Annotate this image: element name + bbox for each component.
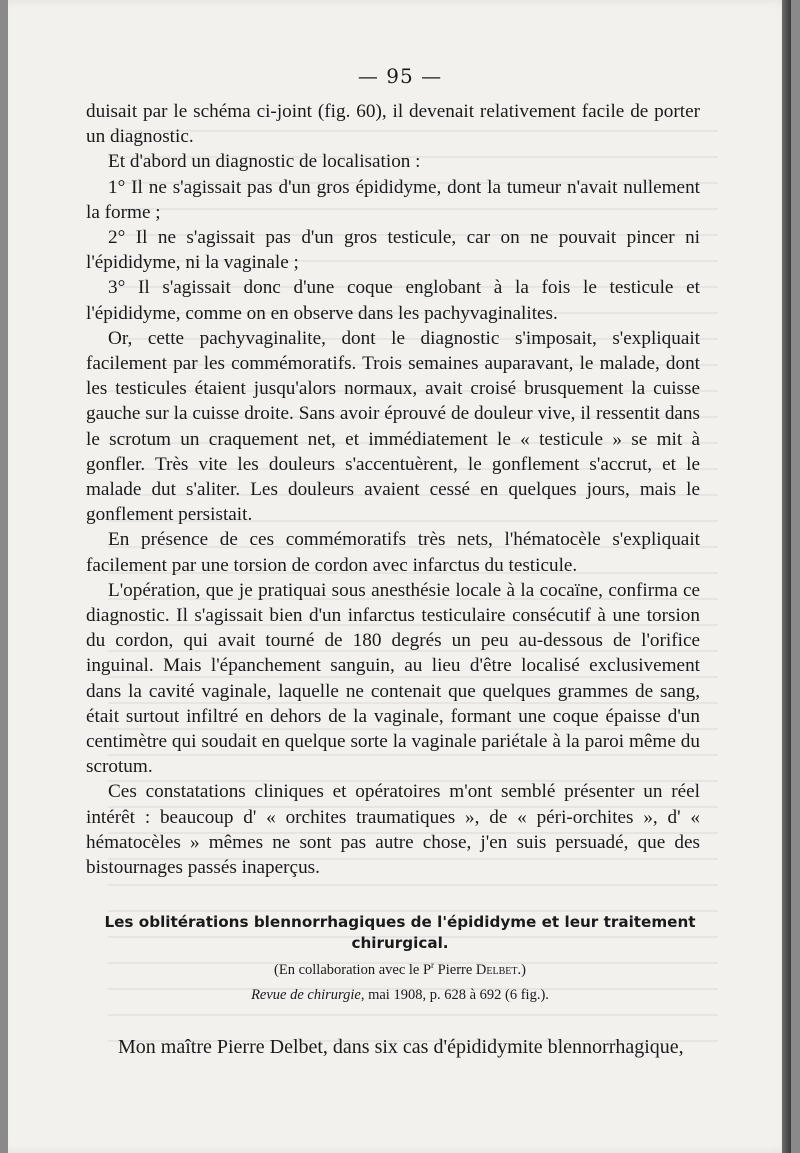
paragraph: duisait par le schéma ci-joint (fig. 60), il devenait relativement facile de porter un diagnostic. bbox=[86, 101, 700, 148]
paragraph-start: Mon maître Pierre Delbet, dans six cas d'épididymite blennorrhagique, bbox=[118, 1036, 684, 1058]
section-title: Les oblitérations blennorrhagiques de l'épididyme et leur traitement chirurgical. bbox=[104, 913, 696, 952]
paragraph: En présence de ces commémoratifs très nets, l'hématocèle s'expliquait facilement par une torsion de cordon avec infarctus du testicule. bbox=[86, 529, 700, 576]
paragraph: Et d'abord un diagnostic de localisation : bbox=[108, 151, 421, 173]
collab-surname: Delbet bbox=[475, 961, 518, 978]
body-text bbox=[86, 99, 700, 880]
journal-name: Revue de chirurgie bbox=[251, 987, 361, 1003]
paragraph: 2° Il ne s'agissait pas d'un gros testicule, car on ne pouvait pincer ni l'épididyme, ni la vaginale ; bbox=[86, 227, 700, 274]
collab-prefix: (En collaboration avec le P bbox=[274, 961, 432, 978]
page-edge-shadow bbox=[782, 0, 791, 1153]
page-number: — 95 — bbox=[357, 64, 443, 88]
collaboration-note bbox=[100, 960, 700, 979]
source-citation bbox=[100, 987, 700, 1004]
collab-name: Pierre bbox=[437, 961, 473, 978]
paragraph: Ces constatations cliniques et opératoires m'ont semblé présenter un réel intérêt : beaucoup d' « orchites traumatiques », de « péri-orchites », d' « hématocèles » mêmes ne sont pas autre chose, j'en suis persuadé, que des bistournages passés inaperçus. bbox=[86, 781, 700, 879]
collab-suffix: .) bbox=[517, 961, 526, 978]
citation-details: , mai 1908, p. 628 à 692 (6 fig.). bbox=[360, 987, 549, 1003]
paragraph: 3° Il s'agissait donc d'une coque englobant à la fois le testicule et l'épididyme, comme on en observe dans les pachyvaginalites. bbox=[86, 277, 700, 324]
paragraph: L'opération, que je pratiquai sous anesthésie locale à la cocaïne, confirma ce diagnostic. Il s'agissait bien d'un infarctus testiculaire consécutif à une torsion du cordon, qui avait tourné de 180 degrés un peu au-dessous de l'orifice inguinal. Mais l'épanchement sanguin, au lieu d'être localisé exclusivement dans la cavité vaginale, laquelle ne contenait que quelques grammes de sang, était surtout infiltré en dehors de la vaginale, formant une coque épaisse d'un centimètre qui soudait en quelque sorte la vaginale pariétale à la paroi même du scrotum. bbox=[86, 579, 700, 778]
paragraph: Or, cette pachyvaginalite, dont le diagnostic s'imposait, s'expliquait facilement par les commémoratifs. Trois semaines auparavant, le malade, dont les testicules étaient jusqu'alors normaux, avait croisé brusquement la cuisse gauche sur la cuisse droite. Sans avoir éprouvé de douleur vive, il ressentit dans le scrotum un craquement net, et immédiatement le « testicule » se mit à gonfler. Très vite les douleurs s'accentuèrent, le gonflement s'accrut, et le malade dut s'aliter. Les douleurs avaient cessé en quelques jours, mais le gonflement persistait. bbox=[86, 327, 700, 526]
paragraph: 1° Il ne s'agissait pas d'un gros épididyme, dont la tumeur n'avait nullement la forme ; bbox=[86, 176, 700, 223]
collab-sup: r bbox=[431, 960, 435, 970]
